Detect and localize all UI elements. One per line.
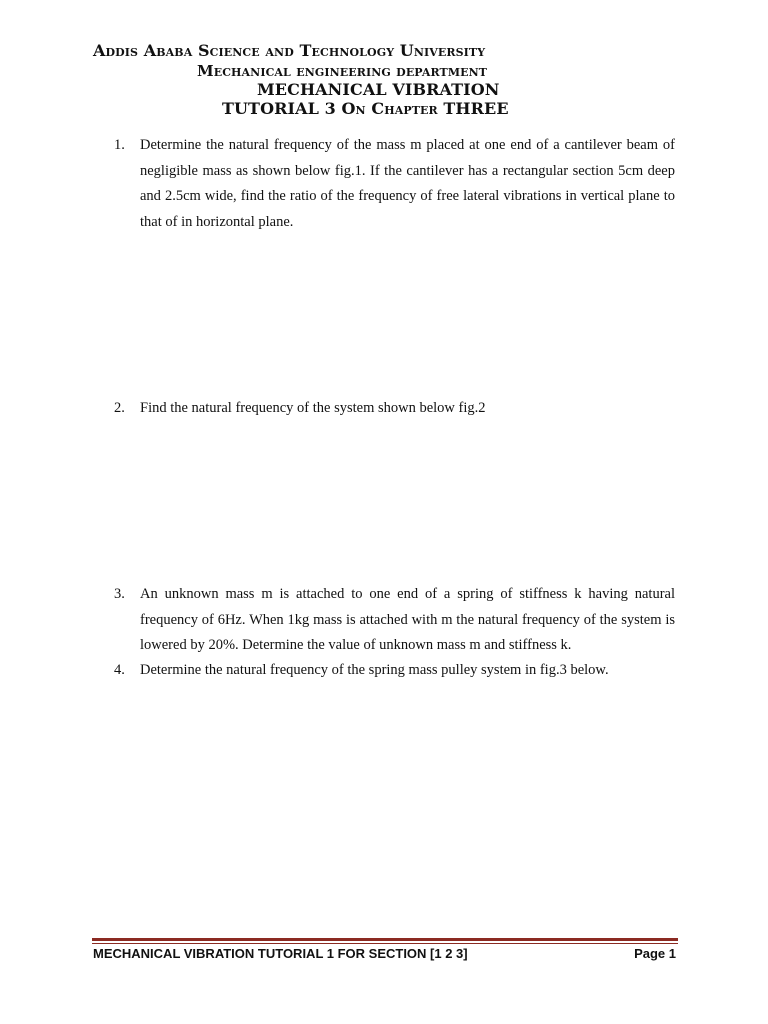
question-item [114,133,675,236]
question-number: 3. [114,586,125,602]
footer-rule-thin [92,943,678,944]
question-item [114,582,675,659]
university-name: Addis Ababa Science and Technology University [93,41,486,60]
question-text: Find the natural frequency of the system shown below fig.2 [140,400,486,416]
question-number: 4. [114,662,125,678]
question-text: Determine the natural frequency of the spring mass pulley system in fig.3 below. [140,662,609,678]
question-item [114,658,675,684]
question-number: 2. [114,400,125,416]
footer-title: MECHANICAL VIBRATION TUTORIAL 1 FOR SECTION [1 2 3] [93,946,468,961]
page-number: Page 1 [634,946,676,961]
question-text: Determine the natural frequency of the mass m placed at one end of a cantilever beam of negligible mass as shown below fig.1. If the cantilever has a rectangular section 5cm deep and 2.5cm wide, find the ratio of the frequency of free lateral vibrations in vertical plane to that of in horizontal plane. [140,137,675,231]
question-text: An unknown mass m is attached to one end of a spring of stiffness k having natural frequency of 6Hz. When 1kg mass is attached with m the natural frequency of the system is lowered by 20%. Determine the value of unknown mass m and stiffness k. [140,586,675,654]
question-item [114,396,675,422]
question-number: 1. [114,137,125,153]
tutorial-title: TUTORIAL 3 On Chapter THREE [222,99,509,118]
footer-rule [92,938,678,941]
course-title: MECHANICAL VIBRATION [257,80,500,99]
department-name: Mechanical engineering department [197,62,488,80]
